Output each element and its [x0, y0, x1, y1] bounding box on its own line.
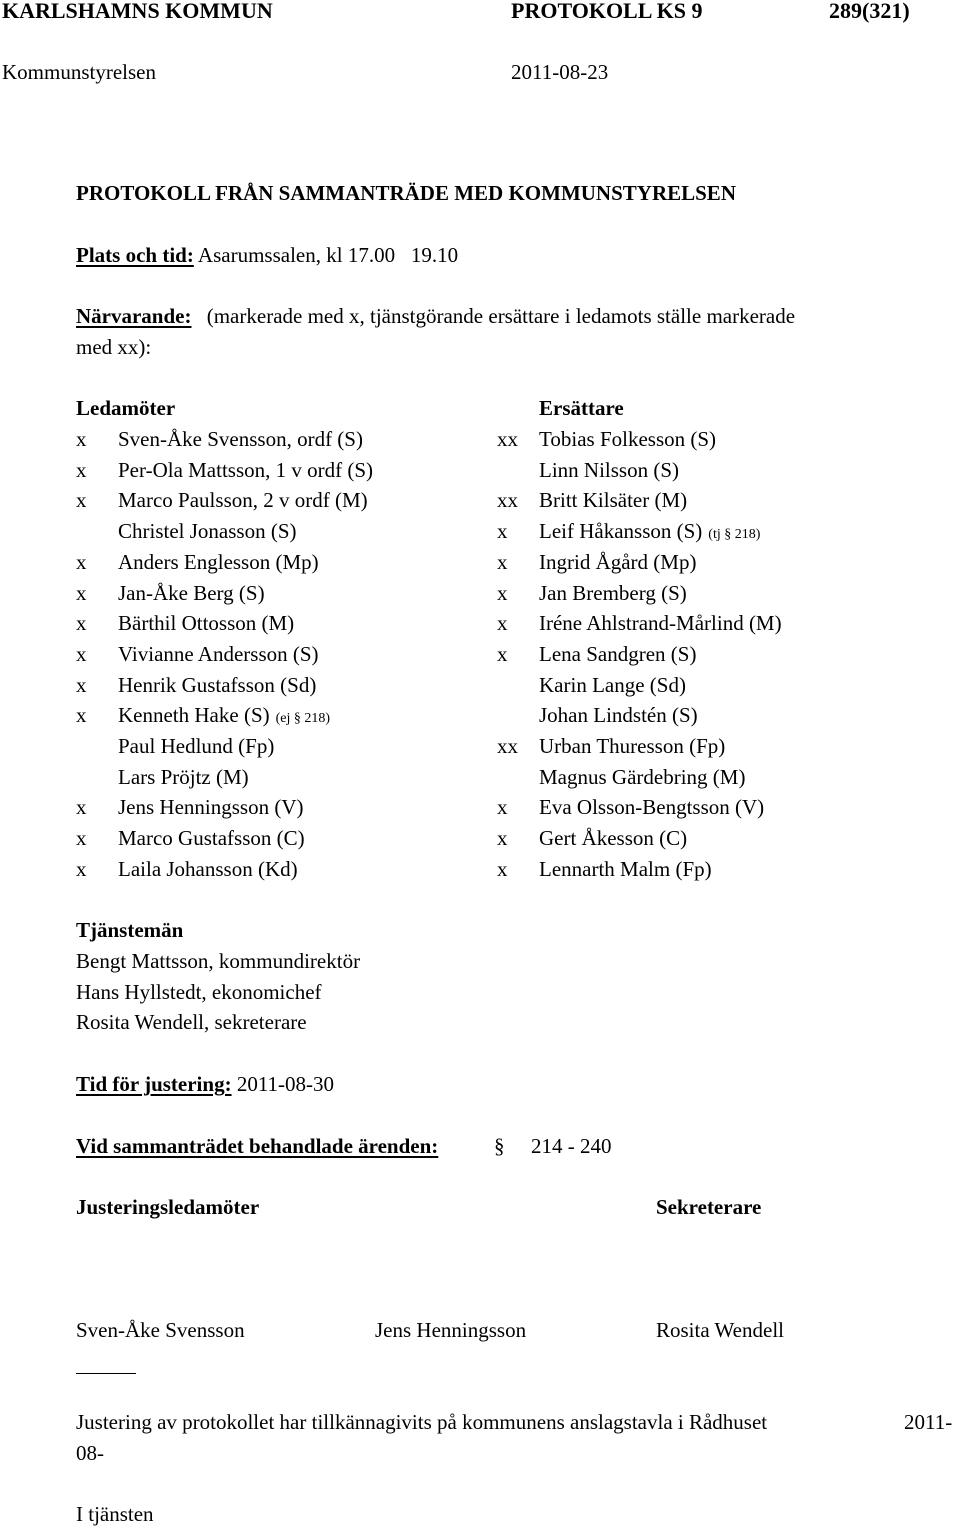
- adjuster-name: Jens Henningsson: [375, 1318, 527, 1342]
- member-name: [118, 549, 319, 574]
- secretary-heading: Sekreterare: [656, 1195, 762, 1219]
- member-name: [118, 613, 294, 634]
- attendance-mark: x: [497, 795, 508, 820]
- attendance-mark: x: [76, 427, 87, 451]
- member-name: [118, 856, 298, 881]
- substitute-name: [539, 457, 680, 482]
- present-row: [76, 306, 795, 327]
- person-name: Leif Håkansson (S): [539, 519, 703, 544]
- member-name: [118, 580, 265, 605]
- person-name: Britt Kilsäter (M): [539, 488, 688, 513]
- secretary-name: Rosita Wendell: [656, 1318, 784, 1342]
- official-item: Bengt Mattsson, kommundirektör: [76, 949, 361, 973]
- adjustment-label: Tid för justering:: [76, 1072, 232, 1096]
- notice-date-part1: 2011-: [904, 1410, 953, 1434]
- member-name: [118, 736, 274, 757]
- member-name: [118, 672, 317, 697]
- attendance-mark: xx: [497, 488, 518, 513]
- substitute-name: [539, 641, 697, 666]
- attendance-mark: x: [76, 856, 87, 881]
- attendance-mark: x: [497, 826, 508, 851]
- body-name: Kommunstyrelsen: [2, 60, 156, 84]
- substitute-name: [539, 429, 716, 450]
- person-name: Henrik Gustafsson (Sd): [118, 672, 317, 697]
- official-item: Rosita Wendell, sekreterare: [76, 1010, 307, 1034]
- divider-line: [76, 1373, 136, 1374]
- items-label: Vid sammanträdet behandlade ärenden:: [76, 1134, 439, 1158]
- person-name: Lennarth Malm (Fp): [539, 856, 712, 881]
- person-name: Ingrid Ågård (Mp): [539, 549, 697, 574]
- person-name: Gert Åkesson (C): [539, 826, 688, 851]
- place-row: [76, 245, 458, 266]
- substitute-name: [539, 549, 697, 574]
- attendance-mark: x: [497, 611, 508, 636]
- member-name: [118, 490, 368, 511]
- adjustment-value: 2011-08-30: [236, 1072, 335, 1096]
- notice-date-part2: 08-: [76, 1441, 104, 1465]
- person-name: Magnus Gärdebring (M): [539, 764, 746, 789]
- substitute-name: [539, 580, 687, 605]
- substitute-name: [539, 613, 782, 634]
- present-label: Närvarande:: [76, 304, 192, 328]
- substitute-name: [539, 705, 698, 726]
- attendance-mark: x: [497, 519, 508, 544]
- person-name: Marco Gustafsson (C): [118, 826, 305, 851]
- attendance-mark: x: [76, 672, 87, 697]
- official-item: Hans Hyllstedt, ekonomichef: [76, 980, 322, 1004]
- attendance-mark: x: [76, 488, 87, 513]
- person-name: Linn Nilsson (S): [539, 457, 680, 482]
- person-name: Lena Sandgren (S): [539, 641, 697, 666]
- members-heading: Ledamöter: [76, 396, 176, 420]
- person-name: Marco Paulsson, 2 v ordf (M): [118, 488, 368, 513]
- person-name: Jens Henningsson (V): [118, 795, 304, 820]
- attendance-mark: xx: [497, 427, 518, 451]
- substitute-name: [539, 736, 725, 757]
- adjuster-name: Sven-Åke Svensson: [76, 1318, 245, 1342]
- attendance-mark: x: [76, 611, 87, 636]
- items-value: 214 - 240: [531, 1134, 612, 1158]
- items-section-symbol: §: [494, 1134, 505, 1158]
- attendance-mark: x: [76, 580, 87, 605]
- person-name: Karin Lange (Sd): [539, 672, 686, 697]
- substitute-name: [539, 828, 687, 849]
- substitute-name: [539, 490, 687, 511]
- attendance-mark: x: [497, 549, 508, 574]
- person-name: Jan-Åke Berg (S): [118, 580, 265, 605]
- present-text-continued: med xx):: [76, 335, 152, 359]
- member-name: [118, 764, 249, 789]
- attendance-mark: x: [76, 826, 87, 851]
- attendance-mark: x: [76, 641, 87, 666]
- present-text: (markerade med x, tjänstgörande ersättare i ledamots ställe markerade: [206, 304, 796, 328]
- place-value: Asarumssalen, kl 17.00 19.10: [197, 243, 459, 267]
- person-name: Eva Olsson-Bengtsson (V): [539, 795, 765, 820]
- adjustment-row: [76, 1074, 334, 1095]
- person-name: Paul Hedlund (Fp): [118, 734, 275, 758]
- member-name: [118, 641, 319, 666]
- person-name: Iréne Ahlstrand-Mårlind (M): [539, 611, 782, 636]
- place-label: Plats och tid:: [76, 243, 194, 267]
- attendance-mark: x: [76, 795, 87, 820]
- person-name: Kenneth Hake (S): [118, 703, 270, 728]
- substitute-name: [539, 764, 746, 789]
- substitute-name: [539, 856, 712, 881]
- meeting-date: 2011-08-23: [511, 60, 609, 84]
- attendance-mark: x: [497, 641, 508, 666]
- person-name: Lars Pröjtz (M): [118, 764, 249, 789]
- officials-heading: Tjänstemän: [76, 918, 184, 942]
- person-name: Urban Thuresson (Fp): [539, 734, 726, 758]
- substitutes-heading: Ersättare: [539, 396, 624, 420]
- person-name: Per-Ola Mattsson, 1 v ordf (S): [118, 457, 374, 482]
- person-name: Sven-Åke Svensson, ordf (S): [118, 427, 363, 451]
- member-name: [118, 828, 305, 849]
- person-name: Bärthil Ottosson (M): [118, 611, 295, 636]
- page-number: 289(321): [829, 0, 910, 23]
- member-name: [118, 457, 374, 482]
- attendance-mark: x: [76, 703, 87, 728]
- member-name: [118, 705, 330, 726]
- person-name: Jan Bremberg (S): [539, 580, 687, 605]
- person-name: Johan Lindstén (S): [539, 703, 698, 728]
- attendance-mark: x: [497, 580, 508, 605]
- substitute-name: [539, 797, 764, 818]
- person-name: Tobias Folkesson (S): [539, 427, 717, 451]
- person-name: Anders Englesson (Mp): [118, 549, 319, 574]
- paragraph-note: (tj § 218): [708, 527, 761, 543]
- adjusters-heading: Justeringsledamöter: [76, 1195, 260, 1219]
- paragraph-note: (ej § 218): [275, 711, 331, 727]
- person-name: Christel Jonasson (S): [118, 519, 297, 544]
- attendance-mark: x: [76, 457, 87, 482]
- member-name: [118, 797, 303, 818]
- notice-text: Justering av protokollet har tillkännagivits på kommunens anslagstavla i Rådhuset: [76, 1410, 768, 1434]
- member-name: [118, 521, 297, 542]
- attendance-mark: xx: [497, 734, 518, 758]
- substitute-name: [539, 521, 760, 542]
- attendance-mark: x: [497, 856, 508, 881]
- page-title: PROTOKOLL FRÅN SAMMANTRÄDE MED KOMMUNSTYRELSEN: [76, 181, 736, 205]
- organization-name: KARLSHAMNS KOMMUN: [2, 0, 273, 23]
- member-name: [118, 429, 363, 450]
- person-name: Vivianne Andersson (S): [118, 641, 319, 666]
- substitute-name: [539, 672, 686, 697]
- protocol-number: PROTOKOLL KS 9: [511, 0, 703, 23]
- attendance-mark: x: [76, 549, 87, 574]
- footer-text: I tjänsten: [76, 1502, 154, 1526]
- person-name: Laila Johansson (Kd): [118, 856, 298, 881]
